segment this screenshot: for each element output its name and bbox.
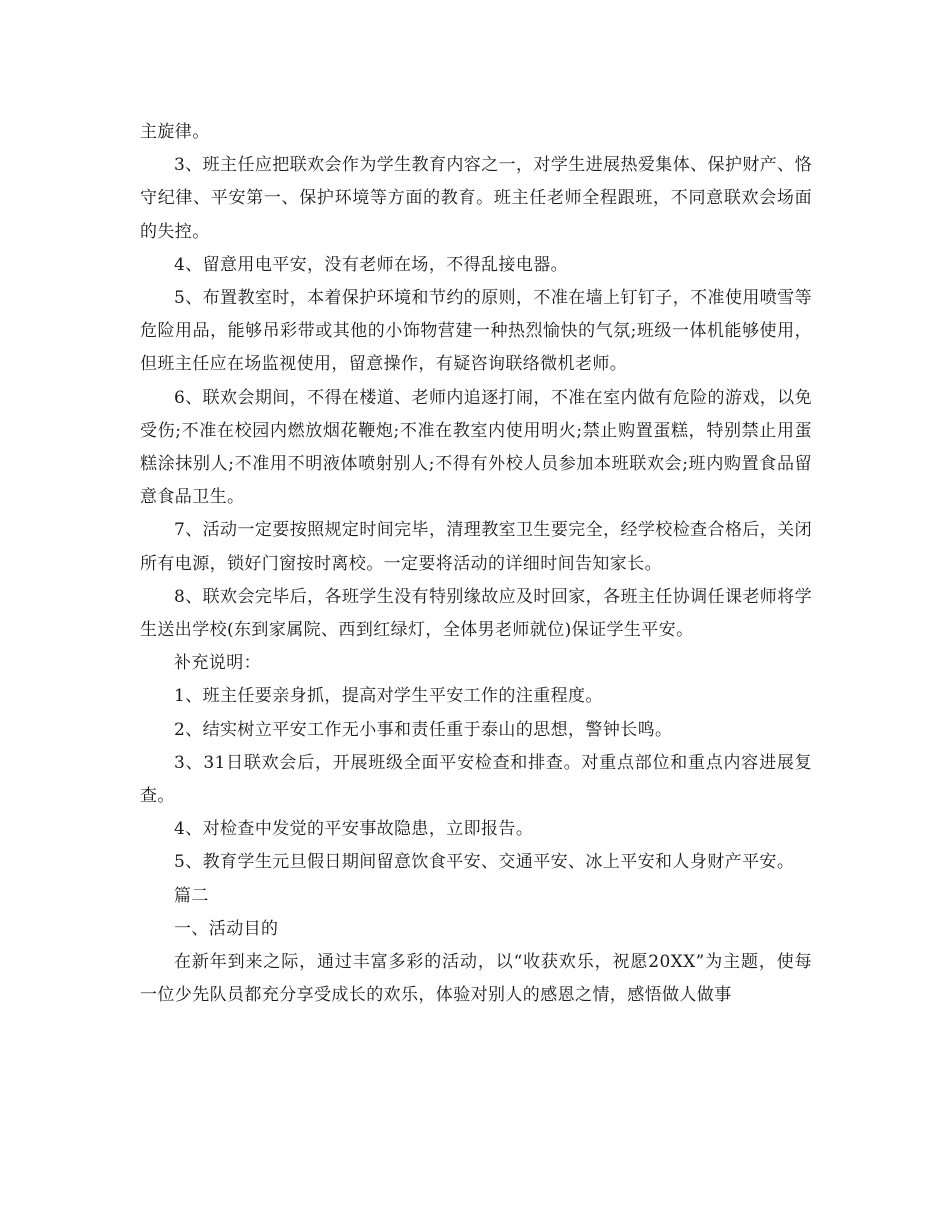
section-subheading-purpose: 一、活动目的 bbox=[174, 918, 279, 939]
paragraph-item-5: 5、布置教室时，本着保护环境和节约的原则，不准在墙上钉钉子，不准使用喷雪等危险用品，能够吊彩带或其他的小饰物营建一种热烈愉快的气氛;班级一体机能够使用，但班主任应在场监视使用，留意操作，有疑咨询联络微机老师。 bbox=[140, 288, 812, 375]
paragraph-item-4: 4、留意用电平安，没有老师在场，不得乱接电器。 bbox=[174, 254, 569, 275]
paragraph-item-3: 3、班主任应把联欢会作为学生教育内容之一，对学生进展热爱集体、保护财产、恪守纪律、平安第一、保护环境等方面的教育。班主任老师全程跟班，不同意联欢会场面的失控。 bbox=[140, 155, 812, 242]
supplement-heading: 补充说明： bbox=[174, 653, 261, 674]
supplement-item-3: 3、31日联欢会后，开展班级全面平安检查和排查。对重点部位和重点内容进展复查。 bbox=[140, 752, 812, 807]
paragraph-item-8: 8、联欢会完毕后，各班学生没有特别缘故应及时回家，各班主任协调任课老师将学生送出学校(东到家属院、西到红绿灯，全体男老师就位)保证学生平安。 bbox=[140, 586, 812, 641]
supplement-item-5: 5、教育学生元旦假日期间留意饮食平安、交通平安、冰上平安和人身财产平安。 bbox=[174, 852, 795, 873]
document-body bbox=[140, 116, 812, 1012]
section-heading-part-two: 篇二 bbox=[174, 885, 209, 906]
paragraph-item-6: 6、联欢会期间，不得在楼道、老师内追逐打闹，不准在室内做有危险的游戏，以免受伤;不准在校园内燃放烟花鞭炮;不准在教室内使用明火;禁止购置蛋糕，特别禁止用蛋糕涂抹别人;不准用不明液体喷射别人;不得有外校人员参加本班联欢会;班内购置食品留意食品卫生。 bbox=[140, 387, 812, 508]
supplement-item-2: 2、结实树立平安工作无小事和责任重于泰山的思想，警钟长鸣。 bbox=[174, 719, 673, 740]
paragraph-item-7: 7、活动一定要按照规定时间完毕，清理教室卫生要完全，经学校检查合格后，关闭所有电源，锁好门窗按时离校。一定要将活动的详细时间告知家长。 bbox=[140, 520, 812, 574]
paragraph-continuation: 主旋律。 bbox=[140, 122, 210, 142]
supplement-item-4: 4、对检查中发觉的平安事故隐患，立即报告。 bbox=[174, 819, 534, 840]
paragraph-purpose-body: 在新年到来之际，通过丰富多彩的活动，以“收获欢乐，祝愿20XX”为主题，使每一位少先队员都充分享受成长的欢乐，体验对别人的感恩之情，感悟做人做事 bbox=[140, 952, 812, 1006]
supplement-item-1: 1、班主任要亲身抓，提高对学生平安工作的注重程度。 bbox=[174, 686, 603, 707]
